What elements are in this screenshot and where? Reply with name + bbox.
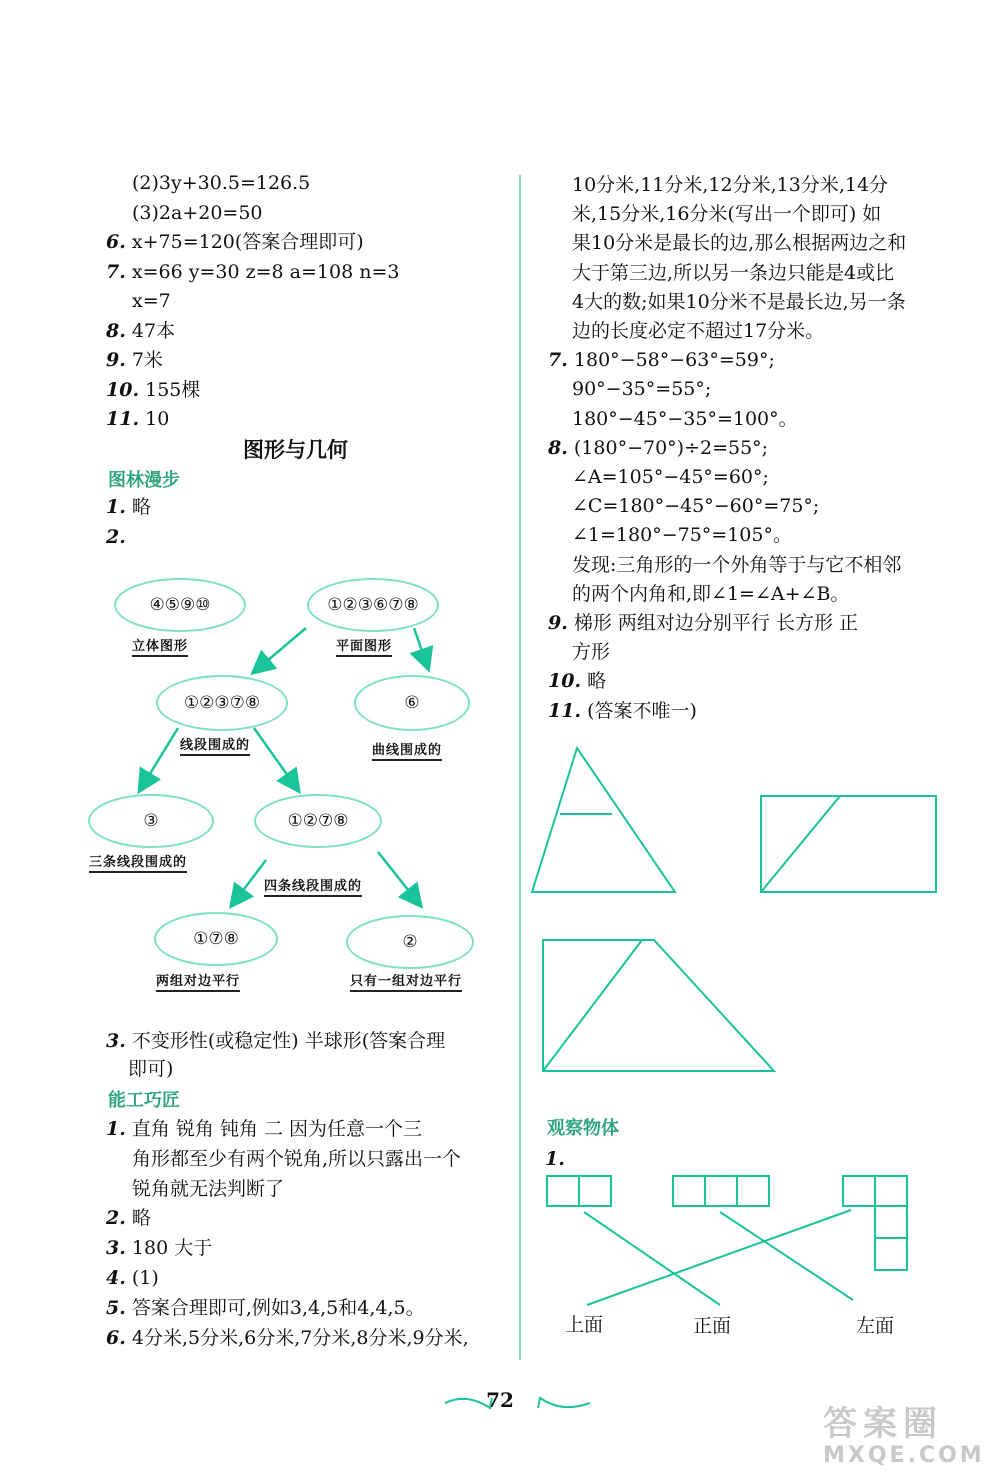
answer-line: 7. 180°−58°−63°=59°; [548,349,775,372]
node-triangle: ③ [88,794,214,848]
answer-line: 10. 略 [548,670,607,693]
answer-line: 180°−45°−35°=100°。 [572,407,798,430]
page-number: 72 [486,1388,514,1412]
answer-line: 5. 答案合理即可,例如3,4,5和4,4,5。 [106,1296,425,1319]
section-title: 图形与几何 [243,437,348,462]
label-one-pair: 只有一组对边平行 [350,973,462,992]
answer-line: x=7 [132,290,171,312]
answer-line: 10. 155棵 [106,378,201,401]
node-trapezoid: ② [346,915,474,969]
view-figures [547,1176,907,1305]
answer-line: 9. 梯形 两组对边分别平行 长方形 正 [548,612,859,634]
answer-line: ∠1=180°−75°=105°。 [572,524,792,547]
answer-line: 9. 7米 [106,349,163,371]
view-label-left: 左面 [856,1315,895,1337]
label-solid: 立体图形 [132,638,188,657]
answer-line: 2. 略 [106,1207,151,1230]
label-curves: 曲线围成的 [372,742,442,761]
label-plane: 平面图形 [336,638,392,657]
subsection-guancha: 观察物体 [547,1118,619,1139]
answer-11-figures [532,748,936,1071]
answer-line: (2)3y+30.5=126.5 [132,172,311,194]
answer-line: 8. 47本 [106,319,176,342]
answer-line: 1. 直角 锐角 钝角 二 因为任意一个三 [106,1118,423,1140]
node-plane-shapes: ①②③⑥⑦⑧ [307,578,439,632]
answer-line: 7. x=66 y=30 z=8 a=108 n=3 [106,260,400,283]
q3-line: 3. 不变形性(或稳定性) 半球形(答案合理 [106,1030,446,1052]
subsection-nenggong: 能工巧匠 [108,1090,180,1111]
answer-line: 90°−35°=55°; [572,378,712,401]
node-solid-shapes: ④⑤⑨⑩ [114,578,246,632]
q2-line: 2. [106,526,126,548]
answer-line: 11. (答案不唯一) [548,699,697,722]
trapezoid-figure [543,940,774,1071]
answer-line: 8. (180°−70°)÷2=55°; [548,436,769,459]
q1-line: 1. 略 [106,496,151,518]
answer-line: 边的长度必定不超过17分米。 [572,320,825,342]
r-q1-line: 1. [545,1148,565,1170]
subsection-tulin: 图林漫步 [108,470,180,491]
q3-line-cont: 即可) [128,1058,174,1080]
answer-line: 10分米,11分米,12分米,13分米,14分 [572,174,889,196]
label-triangle: 三条线段围成的 [89,854,187,873]
answer-line: 角形都至少有两个锐角,所以只露出一个 [132,1147,462,1170]
answer-line: 果10分米是最长的边,那么根据两边之和 [572,232,907,255]
answer-line: 大于第三边,所以另一条边只能是4或比 [572,261,895,284]
answer-line: ∠A=105°−45°=60°; [572,466,769,488]
watermark-logo: 答案圈 MXQE.COM [823,1404,985,1468]
answer-line: 4. (1) [106,1267,159,1289]
answer-line: 发现:三角形的一个外角等于与它不相邻 [572,553,902,576]
answer-line: ∠C=180°−45°−60°=75°; [572,495,820,518]
answer-line: 米,15分米,16分米(写出一个即可) 如 [572,203,882,226]
answer-line: 方形 [572,641,611,664]
view-label-front: 正面 [693,1315,732,1337]
label-two-pairs: 两组对边平行 [156,973,240,992]
answer-line: 3. 180 大于 [106,1237,213,1260]
node-curves: ⑥ [354,675,470,731]
node-segments: ①②③⑦⑧ [156,675,288,731]
answer-line: 的两个内角和,即∠1=∠A+∠B。 [572,582,850,605]
diagram-arrows [140,628,428,905]
node-quadrilateral: ①②⑦⑧ [254,794,382,848]
node-parallelogram: ①⑦⑧ [154,912,278,966]
answer-line: 4大的数;如果10分米不是最长边,另一条 [572,290,906,313]
answer-line: 6. 4分米,5分米,6分米,7分米,8分米,9分米, [106,1326,469,1349]
answer-line: 锐角就无法判断了 [132,1177,285,1200]
answer-line: (3)2a+20=50 [132,201,263,224]
label-quadrilateral: 四条线段围成的 [264,878,362,897]
view-label-top: 上面 [565,1314,604,1336]
label-segments: 线段围成的 [180,737,250,756]
answer-line: 11. 10 [106,408,170,430]
rectangle-figure [761,796,936,892]
triangle-figure [532,748,675,892]
answer-line: 6. x+75=120(答案合理即可) [106,231,364,253]
